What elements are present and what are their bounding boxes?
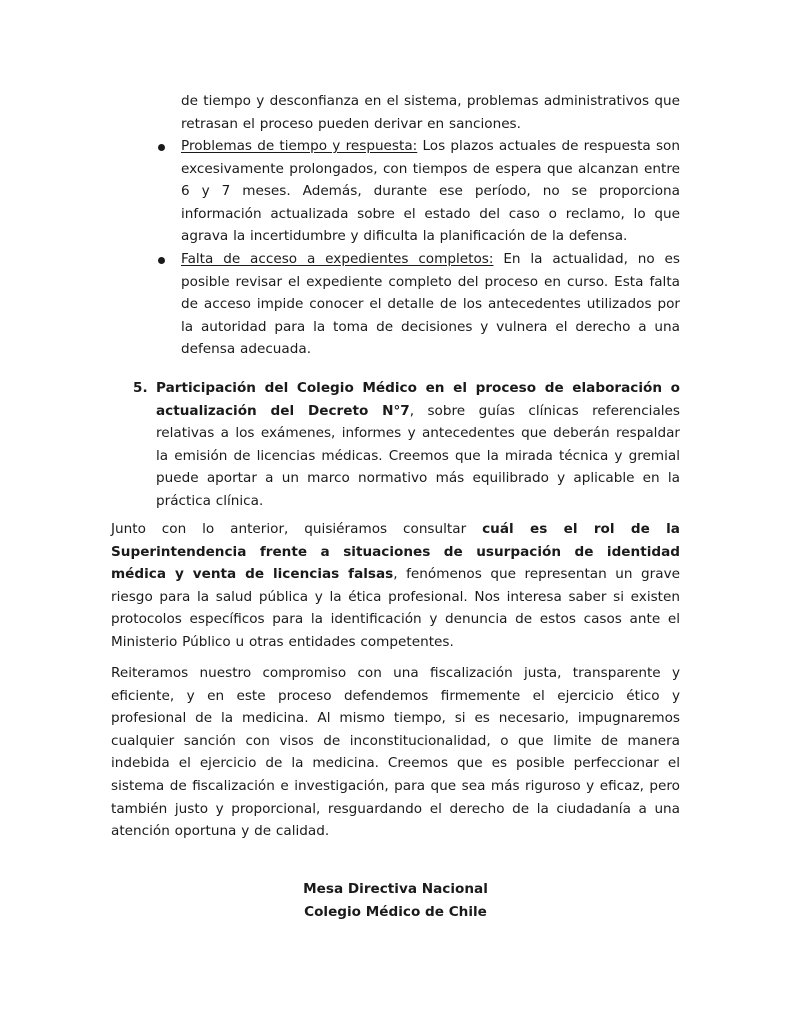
item-number: 5. [133, 380, 148, 396]
paragraph-rest: , fenómenos que representan un grave riesgo para la salud pública y la ética profesional. Nos interesa saber si existen protocolos específicos para la identificación y denuncia de estos casos ante el Ministerio Público u otras entidades competentes. [111, 566, 680, 650]
signature-line-2: Colegio Médico de Chile [304, 904, 487, 920]
bullet-continuation-text: de tiempo y desconfianza en el sistema, problemas administrativos que retrasan el proceso pueden derivar en sanciones. [181, 93, 680, 132]
item-bold-text: Participación del Colegio Médico en el proceso de elaboración o actualización del Decreto N°7 [156, 380, 680, 419]
paragraph-lead: Junto con lo anterior, quisiéramos consultar [111, 521, 483, 537]
bullet-item-time-response [181, 135, 680, 248]
bullet-title: Falta de acceso a expedientes completos: [181, 251, 494, 267]
paragraph-bold: cuál es el rol de la Superintendencia frente a situaciones de usurpación de identidad médica y venta de licencias falsas [111, 521, 680, 583]
bullet-dot-1 [158, 144, 165, 151]
paragraph-superintendencia [111, 518, 680, 654]
item-text: , sobre guías clínicas referenciales relativas a los exámenes, informes y antecedentes que deberán respaldar la emisión de licencias médicas. Creemos que la mirada técnica y gremial puede aportar a un marco normativo más equilibrado y aplicable en la práctica clínica. [156, 402, 680, 509]
bullet-title: Problemas de tiempo y respuesta: [181, 138, 418, 154]
bullet-dot-2 [158, 257, 165, 264]
bullet-text: En la actualidad, no es posible revisar el expediente completo del proceso en curso. Esta falta de acceso impide conocer el detalle de los antecedentes utilizados por la autoridad para la toma de decisiones y vulnera el derecho a una defensa adecuada. [181, 251, 680, 358]
signature-line-1: Mesa Directiva Nacional [303, 881, 488, 897]
bullet-item-file-access [181, 248, 680, 361]
bullet-text: Los plazos actuales de respuesta son excesivamente prolongados, con tiempos de espera que alcanzan entre 6 y 7 meses. Además, durante ese período, no se proporciona información actualizada sobre el estado del caso o reclamo, lo que agrava la incertidumbre y dificulta la planificación de la defensa. [181, 138, 680, 245]
paragraph-compromiso: Reiteramos nuestro compromiso con una fiscalización justa, transparente y eficiente, y en este proceso defendemos firmemente el ejercicio ético y profesional de la medicina. Al mismo tiempo, si es necesario, impugnaremos cualquier sanción con visos de inconstitucionalidad, o que limite de manera indebida el ejercicio de la medicina. Creemos que es posible perfeccionar el sistema de fiscalización e investigación, para que sea más riguroso y eficaz, pero también justo y proporcional, resguardando el derecho de la ciudadanía a una atención oportuna y de calidad. [111, 665, 680, 840]
numbered-item-5 [156, 377, 680, 513]
